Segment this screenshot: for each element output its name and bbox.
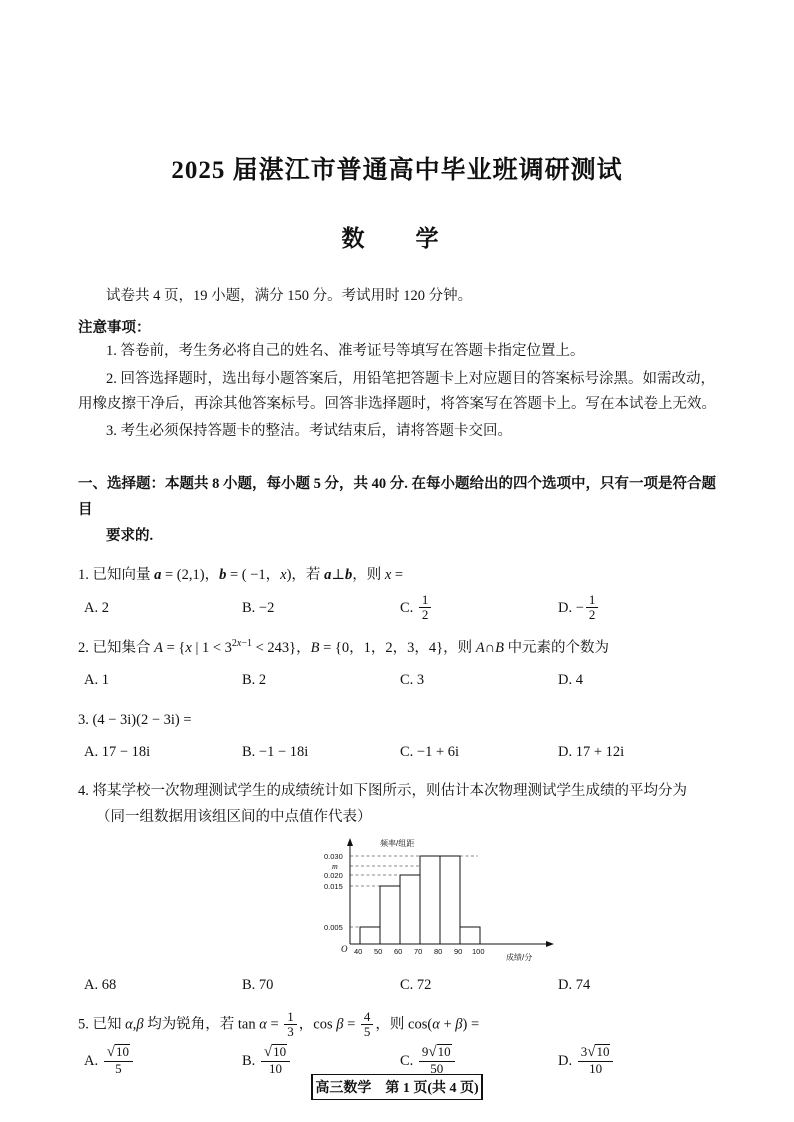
svg-text:80: 80: [434, 946, 443, 956]
note-item: 3. 考生必须保持答题卡的整洁。考试结束后，请将答题卡交回。: [106, 423, 512, 440]
section-heading-line1: 一、选择题：本题共 8 小题，每小题 5 分，共 40 分. 在每小题给出的四个选项中，只有一项是符合题目: [78, 475, 716, 518]
note-item: 1. 答卷前，考生务必将自己的姓名、准考证号等填写在答题卡指定位置上。: [106, 343, 585, 360]
option-a[interactable]: A. 1: [84, 672, 109, 689]
question-4: [78, 778, 716, 998]
frequency-histogram: [310, 836, 560, 964]
option-c[interactable]: C. 72: [400, 976, 432, 993]
question-5: [78, 1011, 716, 1077]
exam-info: 试卷共 4 页，19 小题，满分 150 分。考试用时 120 分钟。: [106, 288, 473, 304]
option-d[interactable]: D. 74: [558, 976, 591, 993]
option-d[interactable]: D. − $\frac{1}{2}$: [558, 594, 716, 622]
option-d[interactable]: D. 3 √ 10 10: [558, 1045, 716, 1076]
question-4-number: 4.: [78, 782, 89, 799]
option-c[interactable]: C. 3: [400, 672, 425, 689]
option-a[interactable]: A. √ 10 5: [84, 1045, 242, 1076]
page-footer: [0, 1074, 794, 1100]
option-b[interactable]: B. 2: [242, 672, 267, 689]
svg-text:0.030: 0.030: [324, 851, 343, 861]
option-d[interactable]: D. 17 + 12i: [558, 743, 625, 760]
question-1-number: 1.: [78, 566, 89, 583]
svg-text:0.020: 0.020: [324, 870, 343, 880]
question-2-number: 2.: [78, 640, 89, 657]
option-c[interactable]: C. $\frac{1}{2}$: [400, 594, 558, 622]
svg-text:0.015: 0.015: [324, 881, 343, 891]
question-2-text: 2. 已知集合 A = {x | $1 < 3^{2x-1} < 243$}，B = {0，1，2，3，4}，则 A∩B 中元素的个数为: [78, 638, 610, 657]
section-heading-line2: 要求的.: [106, 527, 154, 544]
svg-text:50: 50: [374, 946, 383, 956]
subject-title: 数 学: [341, 226, 453, 251]
page-content: [78, 0, 716, 1077]
question-5-options: [78, 1045, 716, 1076]
question-2-options: [78, 667, 716, 693]
page-title: 2025 届湛江市普通高中毕业班调研测试: [171, 157, 623, 184]
question-5-text: 5. 已知 α,β 均为锐角，若 tan α = $\frac{1}{3}$ ，cos β = $\frac{4}{5}$ ，则 cos(α + β) =: [78, 1009, 480, 1039]
svg-text:40: 40: [354, 946, 363, 956]
option-b[interactable]: B. √ 10 10: [242, 1045, 400, 1076]
svg-text:60: 60: [394, 946, 403, 956]
question-1-options: [78, 594, 716, 622]
option-a[interactable]: A. 68: [84, 976, 117, 993]
question-3: [78, 707, 716, 765]
svg-text:70: 70: [414, 946, 423, 956]
option-c[interactable]: C. −1 + 6i: [400, 743, 460, 760]
svg-text:m: m: [332, 861, 338, 871]
option-a[interactable]: A. 2: [84, 600, 109, 617]
svg-text:成绩/分: 成绩/分: [506, 952, 533, 962]
svg-text:O: O: [341, 943, 348, 954]
question-3-number: 3.: [78, 711, 89, 728]
question-2: [78, 635, 716, 693]
svg-text:频率/组距: 频率/组距: [380, 838, 415, 848]
option-b[interactable]: B. 70: [242, 976, 274, 993]
question-4-text: 4. 将某学校一次物理测试学生的成绩统计如下图所示，则估计本次物理测试学生成绩的平均分为: [78, 782, 687, 799]
question-1: [78, 562, 716, 622]
question-3-text: 3. (4 − 3i)(2 − 3i) =: [78, 711, 192, 728]
question-4-text-line2: （同一组数据用该组区间的中点值作代表）: [96, 808, 372, 825]
question-3-options: [78, 739, 716, 765]
svg-text:100: 100: [472, 946, 485, 956]
option-b[interactable]: B. −1 − 18i: [242, 743, 309, 760]
section-heading: [78, 471, 716, 549]
histogram-container: [78, 836, 716, 966]
notes-title: 注意事项：: [78, 320, 151, 337]
question-4-options: [78, 972, 716, 998]
option-c[interactable]: C. 9 √ 10 50: [400, 1045, 558, 1076]
option-a[interactable]: A. 17 − 18i: [84, 743, 151, 760]
svg-text:90: 90: [454, 946, 463, 956]
page-footer-text: 高三数学 第 1 页(共 4 页): [311, 1074, 482, 1100]
question-5-number: 5.: [78, 1016, 89, 1033]
option-d[interactable]: D. 4: [558, 672, 583, 689]
question-1-text: 1. 已知向量 a = (2,1)，b = ( −1，x)，若 a⊥b，则 x =: [78, 566, 404, 583]
note-item: 2. 回答选择题时，选出每小题答案后，用铅笔把答题卡上对应题目的答案标号涂黑。如需改动，用橡皮擦干净后，再涂其他答案标号。回答非选择题时，将答案写在答题卡上。写在本试卷上无效。: [78, 370, 716, 412]
svg-text:0.005: 0.005: [324, 922, 343, 932]
option-b[interactable]: B. −2: [242, 600, 275, 617]
